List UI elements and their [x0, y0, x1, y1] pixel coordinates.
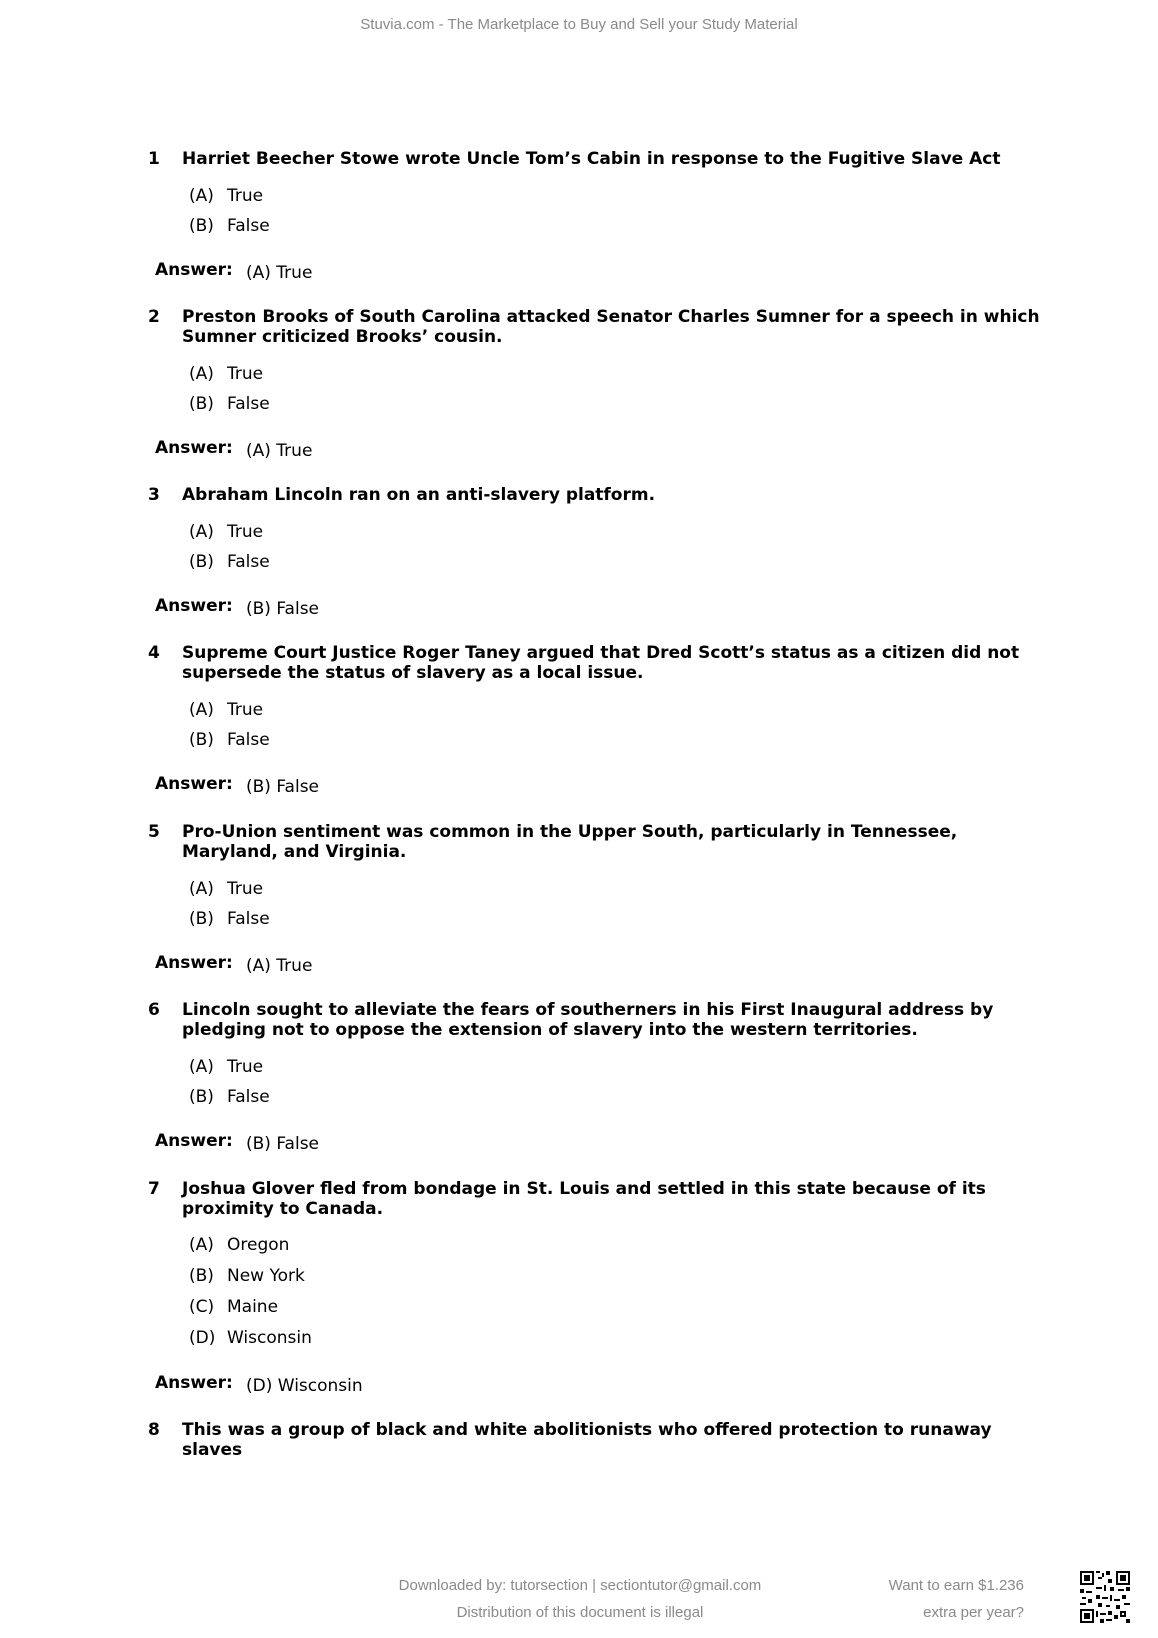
answer-value: (B) False: [246, 1134, 320, 1154]
question-number: 4: [148, 643, 160, 663]
option-c: [189, 1297, 278, 1317]
question-text: Supreme Court Justice Roger Taney argued that Dred Scott’s status as a citizen did not supersede the status of slavery as a local issue.: [182, 643, 1020, 683]
answer-label: Answer:: [155, 596, 233, 616]
question-text: Lincoln sought to alleviate the fears of southerners in his First Inaugural address by pledging not to oppose the extension of slavery into the western territories.: [182, 1000, 994, 1040]
option-letter: (B): [189, 1087, 214, 1107]
question-number: 3: [148, 485, 160, 505]
option-text: True: [227, 1057, 264, 1077]
option-text: False: [227, 1087, 270, 1107]
option-letter: (A): [189, 364, 214, 384]
footer-downloaded-by: Downloaded by: tutorsection | sectiontutor@gmail.com: [398, 1577, 762, 1594]
question-number: 5: [148, 822, 160, 842]
option-b: [189, 730, 270, 750]
option-letter: (A): [189, 700, 214, 720]
question-number: 1: [148, 149, 160, 169]
answer-value: (A) True: [246, 441, 313, 461]
answer: [155, 1131, 320, 1154]
question-text: Joshua Glover fled from bondage in St. Louis and settled in this state because of its proximity to Canada.: [182, 1179, 986, 1219]
option-text: False: [227, 909, 270, 929]
option-text: False: [227, 730, 270, 750]
option-d: [189, 1328, 312, 1348]
footer-distribution-notice: Distribution of this document is illegal: [456, 1604, 704, 1621]
option-b: [189, 394, 270, 414]
question-number: 6: [148, 1000, 160, 1020]
option-b: [189, 1266, 305, 1286]
option-letter: (A): [189, 1057, 214, 1077]
question-text: Abraham Lincoln ran on an anti-slavery platform.: [182, 485, 656, 505]
answer-label: Answer:: [155, 260, 233, 280]
option-b: [189, 1087, 270, 1107]
option-letter: (A): [189, 186, 214, 206]
option-text: False: [227, 216, 270, 236]
option-a: [189, 522, 263, 542]
answer: [155, 438, 313, 461]
answer: [155, 774, 320, 797]
qr-code-icon[interactable]: [1080, 1571, 1130, 1623]
option-letter: (A): [189, 879, 214, 899]
answer: [155, 260, 313, 283]
option-text: Oregon: [227, 1235, 290, 1255]
question-number: 2: [148, 307, 160, 327]
option-letter: (A): [189, 1235, 214, 1255]
question-text: Preston Brooks of South Carolina attacked Senator Charles Sumner for a speech in which Sumner criticized Brooks’ cousin.: [182, 307, 1040, 347]
option-letter: (A): [189, 522, 214, 542]
question-text: Pro-Union sentiment was common in the Upper South, particularly in Tennessee, Maryland, and Virginia.: [182, 822, 958, 862]
answer-label: Answer:: [155, 1131, 233, 1151]
option-text: True: [227, 879, 264, 899]
answer-value: (A) True: [246, 956, 313, 976]
answer-value: (A) True: [246, 263, 313, 283]
option-text: True: [227, 700, 264, 720]
option-letter: (B): [189, 730, 214, 750]
option-text: Wisconsin: [227, 1328, 312, 1348]
option-letter: (B): [189, 552, 214, 572]
answer-value: (D) Wisconsin: [246, 1376, 363, 1396]
option-a: [189, 700, 263, 720]
question-text: This was a group of black and white abolitionists who offered protection to runaway slaves: [182, 1420, 992, 1460]
footer-earn-line-1[interactable]: Want to earn $1.236: [888, 1577, 1024, 1594]
answer-label: Answer:: [155, 953, 233, 973]
option-letter: (B): [189, 1266, 214, 1286]
option-letter: (B): [189, 216, 214, 236]
answer-value: (B) False: [246, 599, 320, 619]
answer-label: Answer:: [155, 438, 233, 458]
option-text: True: [227, 522, 264, 542]
answer-value: (B) False: [246, 777, 320, 797]
option-text: False: [227, 552, 270, 572]
option-text: True: [227, 364, 264, 384]
footer-earn-line-2[interactable]: extra per year?: [923, 1604, 1024, 1621]
option-b: [189, 552, 270, 572]
page-header: Stuvia.com - The Marketplace to Buy and Sell your Study Material: [360, 16, 798, 33]
question-text: Harriet Beecher Stowe wrote Uncle Tom’s Cabin in response to the Fugitive Slave Act: [182, 149, 1001, 169]
option-a: [189, 364, 263, 384]
answer: [155, 953, 313, 976]
question-number: 7: [148, 1179, 160, 1199]
option-text: Maine: [227, 1297, 279, 1317]
option-a: [189, 1235, 289, 1255]
answer-label: Answer:: [155, 1373, 233, 1393]
answer-label: Answer:: [155, 774, 233, 794]
option-letter: (D): [189, 1328, 216, 1348]
option-text: New York: [227, 1266, 305, 1286]
option-letter: (B): [189, 909, 214, 929]
option-text: False: [227, 394, 270, 414]
answer: [155, 596, 320, 619]
option-text: True: [227, 186, 264, 206]
option-b: [189, 909, 270, 929]
option-a: [189, 1057, 263, 1077]
answer: [155, 1373, 363, 1396]
option-a: [189, 186, 263, 206]
option-b: [189, 216, 270, 236]
option-letter: (C): [189, 1297, 215, 1317]
option-a: [189, 879, 263, 899]
option-letter: (B): [189, 394, 214, 414]
question-number: 8: [148, 1420, 160, 1440]
